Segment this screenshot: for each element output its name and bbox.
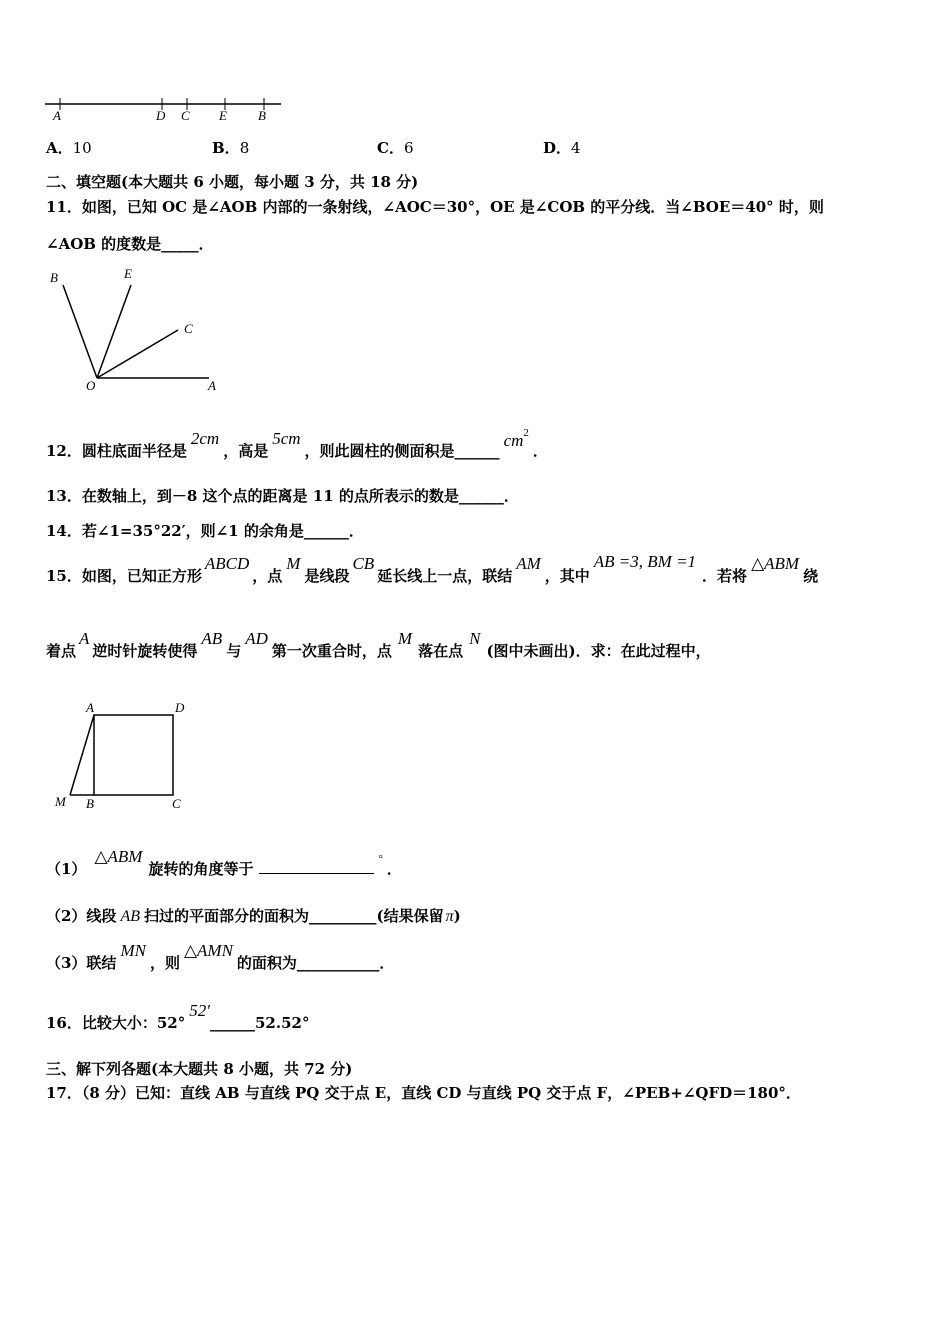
- angle-label-b: B: [50, 270, 58, 285]
- square-label-b: B: [86, 796, 94, 811]
- numberline-label-e: E: [219, 108, 227, 123]
- q16-sup: 52′: [189, 1001, 210, 1020]
- q12-unit: cm: [503, 431, 524, 450]
- numberline-label-d: D: [156, 108, 166, 123]
- q15-p5: ，其中: [544, 567, 590, 585]
- q15-s1-text: 旋转的角度等于: [148, 860, 254, 878]
- angle-label-e: E: [124, 266, 132, 281]
- q15-sub3: [46, 941, 395, 972]
- segment-am: [70, 715, 94, 795]
- q15-s2-pi: π: [445, 908, 454, 925]
- q15-tri: △ABM: [751, 554, 800, 573]
- q12-mid: ，高是: [223, 442, 269, 460]
- square-label-a: A: [86, 700, 94, 715]
- q15-p2: ，点: [252, 567, 283, 585]
- q15-cb: CB: [352, 554, 375, 573]
- q12-radius: 2cm: [190, 429, 220, 448]
- q15-s1-end: ．: [386, 860, 402, 878]
- q15-l2a: 着点: [46, 642, 77, 660]
- q15-m2: M: [397, 629, 413, 648]
- q15-l2f: (图中未画出)．求：在此过程中，: [486, 642, 711, 660]
- q15-s1-tri: △ABM: [94, 847, 143, 866]
- q15-p3: 是线段: [304, 567, 350, 585]
- q12-height: 5cm: [272, 429, 301, 448]
- q15-s3-mn: MN: [120, 941, 146, 960]
- q16-a: 52°: [156, 1014, 186, 1032]
- q15-s1-blank: [259, 859, 374, 874]
- q15-ad: AD: [245, 629, 268, 648]
- q14: 14．若∠1=35°22′，则∠1 的余角是______．: [46, 522, 364, 540]
- q15-s1-pre: （1）: [46, 860, 87, 878]
- q15-cond: AB =3, BM =1: [593, 552, 697, 571]
- q15-n: N: [469, 629, 481, 648]
- option-a-value: 10: [72, 139, 92, 157]
- option-a-letter: A．: [46, 139, 73, 157]
- square-abcd: [94, 715, 173, 795]
- q15-s3-pre: （3）联结: [46, 954, 117, 972]
- q15-p7: 绕: [803, 567, 819, 585]
- q15-s2-pre: （2）线段: [46, 907, 117, 925]
- q11-line2: ∠AOB 的度数是_____．: [46, 235, 214, 253]
- option-c-letter: C．: [377, 139, 404, 157]
- q16: [46, 1000, 310, 1032]
- square-label-m: M: [55, 794, 66, 809]
- numberline-label-a: A: [53, 108, 61, 123]
- q15-l2e: 落在点: [418, 642, 464, 660]
- option-d-value: 4: [571, 139, 581, 157]
- angle-label-a: A: [208, 378, 216, 393]
- square-label-d: D: [175, 700, 185, 715]
- q15-m: M: [286, 554, 301, 573]
- q16-prefix: 16．比较大小：: [46, 1014, 157, 1032]
- numberline-label-c: C: [181, 108, 190, 123]
- option-c-value: 6: [403, 139, 414, 157]
- q15-sub1: [46, 847, 402, 878]
- q15-l2b: 逆时针旋转使得: [92, 642, 198, 660]
- q15-s2-ab: AB: [120, 908, 140, 925]
- square-label-c: C: [172, 796, 181, 811]
- q15-p4: 延长线上一点，联结: [377, 567, 513, 585]
- q15-sub2: [46, 905, 461, 926]
- q15-am: AM: [516, 554, 541, 573]
- q11-line1: 11．如图，已知 OC 是∠AOB 内部的一条射线，∠AOC＝30°，OE 是∠COB 的平分线．当∠BOE＝40° 时，则: [46, 198, 824, 216]
- section-2-title: 二、填空题(本大题共 6 小题，每小题 3 分，共 18 分): [46, 173, 419, 191]
- q15-s3-text: 的面积为___________．: [236, 954, 395, 972]
- option-b-value: 8: [239, 139, 250, 157]
- option-b-letter: B．: [212, 139, 240, 157]
- q15-l2d: 第一次重合时，点: [271, 642, 392, 660]
- q15-p6: ．若将: [702, 567, 748, 585]
- q15-ab: AB: [201, 629, 223, 648]
- q15-p1: 15．如图，已知正方形: [46, 567, 202, 585]
- section-3-title: 三、解下列各题(本大题共 8 小题，共 72 分): [46, 1060, 353, 1078]
- q12-prefix: 12．圆柱底面半径是: [46, 442, 187, 460]
- q12-end: ．: [532, 442, 548, 460]
- angle-label-c: C: [184, 321, 193, 336]
- q15-a: A: [79, 629, 90, 648]
- q15-l2c: 与: [226, 642, 242, 660]
- q15-s1-deg: °: [378, 853, 383, 865]
- q12-unit-exp: 2: [523, 427, 529, 439]
- angle-label-o: O: [86, 378, 96, 393]
- q15-abcd: ABCD: [204, 554, 250, 573]
- q16-b: 52.52°: [254, 1014, 310, 1032]
- q15-s3-mid: ，则: [149, 954, 180, 972]
- q15-s2-text: 扫过的平面部分的面积为_________(结果保留: [143, 907, 444, 925]
- q13: 13．在数轴上，到－8 这个点的距离是 11 的点所表示的数是______．: [46, 487, 519, 505]
- option-d-letter: D．: [543, 139, 572, 157]
- q16-blank: ______: [209, 1014, 255, 1032]
- q15-s3-tri: △AMN: [183, 941, 233, 960]
- numberline-label-b: B: [258, 108, 266, 123]
- q12-suffix: ，则此圆柱的侧面积是______: [304, 442, 500, 460]
- q15-s2-end: ): [453, 907, 461, 925]
- q17: 17．（8 分）已知：直线 AB 与直线 PQ 交于点 E，直线 CD 与直线 PQ 交于点 F，∠PEB+∠QFD＝180°．: [46, 1084, 801, 1102]
